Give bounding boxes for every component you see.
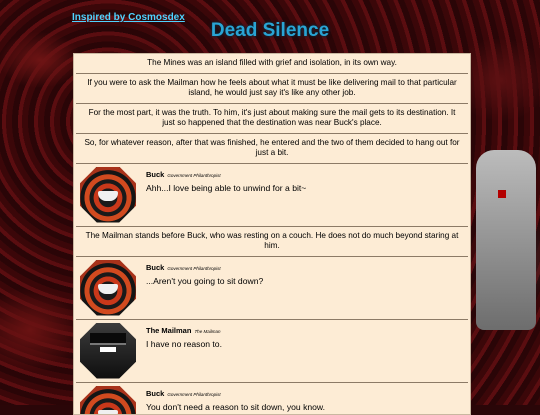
credit-link[interactable]: Inspired by Cosmosdex xyxy=(72,12,185,23)
dialogue-entry xyxy=(76,383,468,415)
dialogue-line: You don't need a reason to sit down, you know. xyxy=(146,402,325,412)
speaker-name: Buck xyxy=(146,389,164,398)
speaker-role: The Mailman xyxy=(194,329,220,334)
buck-avatar xyxy=(80,167,136,223)
story-paragraph: For the most part, it was the truth. To him, it's just about making sure the mail gets to its destination. It just so happened that the destination was near Buck's place. xyxy=(76,104,468,134)
story-paragraph: The Mines was an island filled with grief and isolation, in its own way. xyxy=(76,54,468,74)
buck-avatar xyxy=(80,386,136,415)
speaker-name: Buck xyxy=(146,170,164,179)
speaker-role: Government Philanthropist xyxy=(167,173,220,178)
speaker-name: Buck xyxy=(146,263,164,272)
speaker-role: Government Philanthropist xyxy=(167,392,220,397)
speaker-role: Government Philanthropist xyxy=(167,266,220,271)
dialogue-line: Ahh...I love being able to unwind for a bit~ xyxy=(146,183,306,193)
buck-avatar xyxy=(80,260,136,316)
mailman-avatar xyxy=(80,323,136,379)
story-panel[interactable] xyxy=(73,53,471,415)
story-paragraph: So, for whatever reason, after that was finished, he entered and the two of them decided to hang out for just a bit. xyxy=(76,134,468,164)
story-paragraph: If you were to ask the Mailman how he feels about what it must be like delivering mail to that particular island, he would just say it's like any other job. xyxy=(76,74,468,104)
dialogue-line: ...Aren't you going to sit down? xyxy=(146,276,263,286)
story-paragraph: The Mailman stands before Buck, who was resting on a couch. He does not do much beyond staring at him. xyxy=(76,227,468,257)
dialogue-entry xyxy=(76,257,468,320)
page-title: Dead Silence xyxy=(0,20,540,42)
background-figure xyxy=(476,150,536,330)
dialogue-entry xyxy=(76,164,468,227)
dialogue-line: I have no reason to. xyxy=(146,339,222,349)
dialogue-entry xyxy=(76,320,468,383)
speaker-name: The Mailman xyxy=(146,326,191,335)
